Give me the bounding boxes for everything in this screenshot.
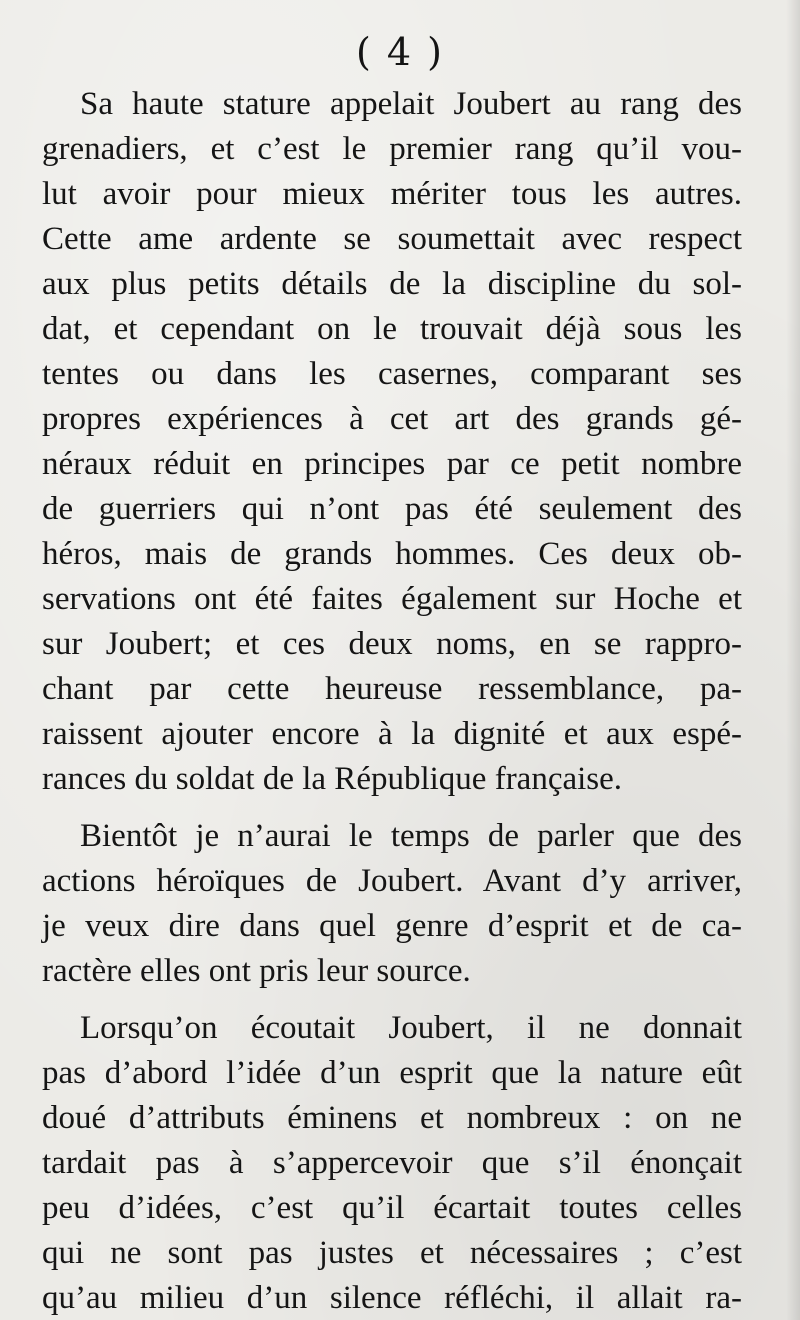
text-line: ractère elles ont pris leur source. [42,953,471,989]
page-edge-shadow [786,0,800,1320]
text-line: Cette ame ardente se soumettait avec respect [42,221,742,257]
text-line: pas d’abord l’idée d’un esprit que la nature eût [42,1055,742,1091]
text-line: je veux dire dans quel genre d’esprit et de ca- [42,908,742,944]
text-line: tentes ou dans les casernes, comparant ses [42,356,742,392]
text-line: rances du soldat de la République française. [42,761,623,797]
text-line: néraux réduit en principes par ce petit nombre [42,446,742,482]
text-line: Sa haute stature appelait Joubert au rang des [80,86,742,122]
text-line: servations ont été faites également sur Hoche et [42,581,742,617]
text-line: peu d’idées, c’est qu’il écartait toutes celles [42,1190,742,1226]
text-line: sur Joubert; et ces deux noms, en se rappro- [42,626,742,662]
text-line: Lorsqu’on écoutait Joubert, il ne donnait [80,1010,742,1046]
text-line: raissent ajouter encore à la dignité et aux espé- [42,716,742,752]
text-line: aux plus petits détails de la discipline du sol- [42,266,742,302]
text-line: actions héroïques de Joubert. Avant d’y arriver, [42,863,742,899]
paragraph-3 [42,1006,742,1320]
paragraph-2 [42,814,742,994]
text-line: tardait pas à s’appercevoir que s’il énonçait [42,1145,742,1181]
text-line: héros, mais de grands hommes. Ces deux ob- [42,536,742,572]
text-line: chant par cette heureuse ressemblance, pa- [42,671,742,707]
text-line: grenadiers, et c’est le premier rang qu’il vou- [42,131,742,167]
text-line: lut avoir pour mieux mériter tous les autres. [42,176,742,212]
paragraph-1 [42,82,742,802]
text-line: doué d’attributs éminens et nombreux : on ne [42,1100,742,1136]
text-line: de guerriers qui n’ont pas été seulement des [42,491,742,527]
body-text [42,82,742,1320]
text-line: Bientôt je n’aurai le temps de parler que des [80,818,742,854]
text-line: qui ne sont pas justes et nécessaires ; c’est [42,1235,742,1271]
text-line: dat, et cependant on le trouvait déjà sous les [42,311,742,347]
page-number: ( 4 ) [356,30,444,74]
text-line: propres expériences à cet art des grands gé- [42,401,742,437]
text-line: qu’au milieu d’un silence réfléchi, il allait ra- [42,1280,742,1316]
